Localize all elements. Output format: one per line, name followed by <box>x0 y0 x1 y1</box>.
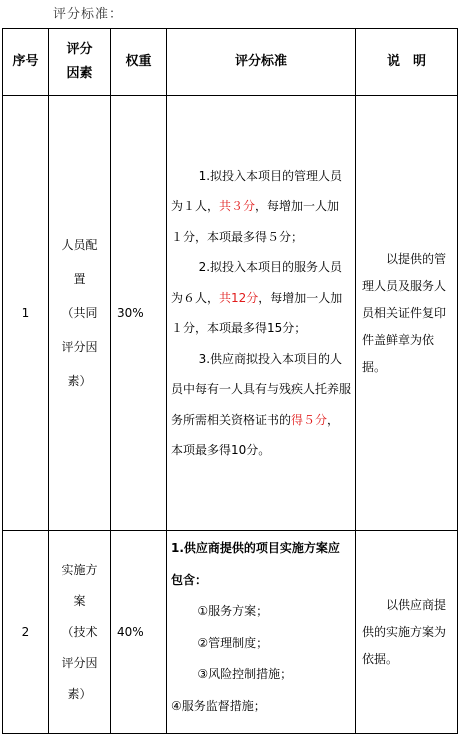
criterion-3-score: 得５分 <box>291 412 328 427</box>
row2-factor-line: 案 <box>73 593 86 608</box>
criterion-2 <box>171 252 351 344</box>
criterion-1 <box>171 161 351 253</box>
table-row <box>3 96 458 531</box>
row2-no: 2 <box>3 531 49 734</box>
plan-item: ④服务监督措施； <box>171 698 266 713</box>
row1-factor-line: 素） <box>67 374 92 388</box>
plan-item: ①服务方案； <box>197 604 269 618</box>
row2-factor-line: （技术 <box>61 624 98 639</box>
row2-note <box>356 531 458 734</box>
intro-text: 评分标准： <box>53 7 124 22</box>
criterion-2-score: 共12分 <box>219 290 259 305</box>
plan-item: ②管理制度； <box>197 635 269 650</box>
criterion-1-rest: ，每增加一人加１分，本项最多得５分； <box>171 199 340 244</box>
row2-factor-line: 评分因 <box>61 655 98 670</box>
plan-heading: 1.供应商提供的项目实施方案应包含： <box>171 541 340 587</box>
plan-item: ③风险控制措施； <box>197 667 293 681</box>
header-factor-line1: 评分 <box>66 42 93 57</box>
row1-factor-line: 评分因 <box>61 340 98 354</box>
row2-note-text: 以供应商提供的实施方案为依据。 <box>362 597 447 666</box>
header-criteria: 评分标准 <box>167 29 356 96</box>
row1-factor <box>49 96 111 531</box>
table-row <box>3 531 458 734</box>
row2-weight: 40% <box>111 531 167 734</box>
header-factor <box>49 29 111 96</box>
row1-weight: 30% <box>111 96 167 531</box>
row2-factor-line: 素） <box>67 686 92 701</box>
header-row <box>3 29 458 96</box>
row1-factor-line: 置 <box>73 272 86 286</box>
criterion-3 <box>171 344 351 466</box>
row2-factor-line: 实施方 <box>61 562 98 577</box>
header-no: 序号 <box>3 29 49 96</box>
header-factor-line2: 因素 <box>66 66 93 81</box>
row1-note <box>356 96 458 531</box>
criterion-2-rest: ，每增加一人加１分，本项最多得15分； <box>171 290 343 335</box>
criterion-1-score: 共３分 <box>219 199 256 213</box>
row1-criteria <box>167 96 356 531</box>
row1-note-text: 以提供的管理人员及服务人员相关证件复印件盖鲜章为依据。 <box>362 251 447 374</box>
criterion-1-text: 1.拟投入本项目的管理人员为１人， <box>171 168 343 213</box>
row1-factor-line: 人员配 <box>61 238 98 252</box>
criterion-2-text: 2.拟投入本项目的服务人员为６人， <box>171 260 343 305</box>
row1-factor-line: （共同 <box>61 306 98 320</box>
header-weight: 权重 <box>111 29 167 96</box>
criterion-3-rest: ，本项最多得10分。 <box>171 412 340 457</box>
row1-no: 1 <box>3 96 49 531</box>
header-note: 说 明 <box>356 29 458 96</box>
criterion-3-text: 3.供应商拟投入本项目的人员中每有一人具有与残疾人托养服务所需相关资格证书的 <box>171 351 352 427</box>
scoring-table <box>2 28 458 734</box>
row2-factor <box>49 531 111 734</box>
row2-criteria <box>167 531 356 734</box>
